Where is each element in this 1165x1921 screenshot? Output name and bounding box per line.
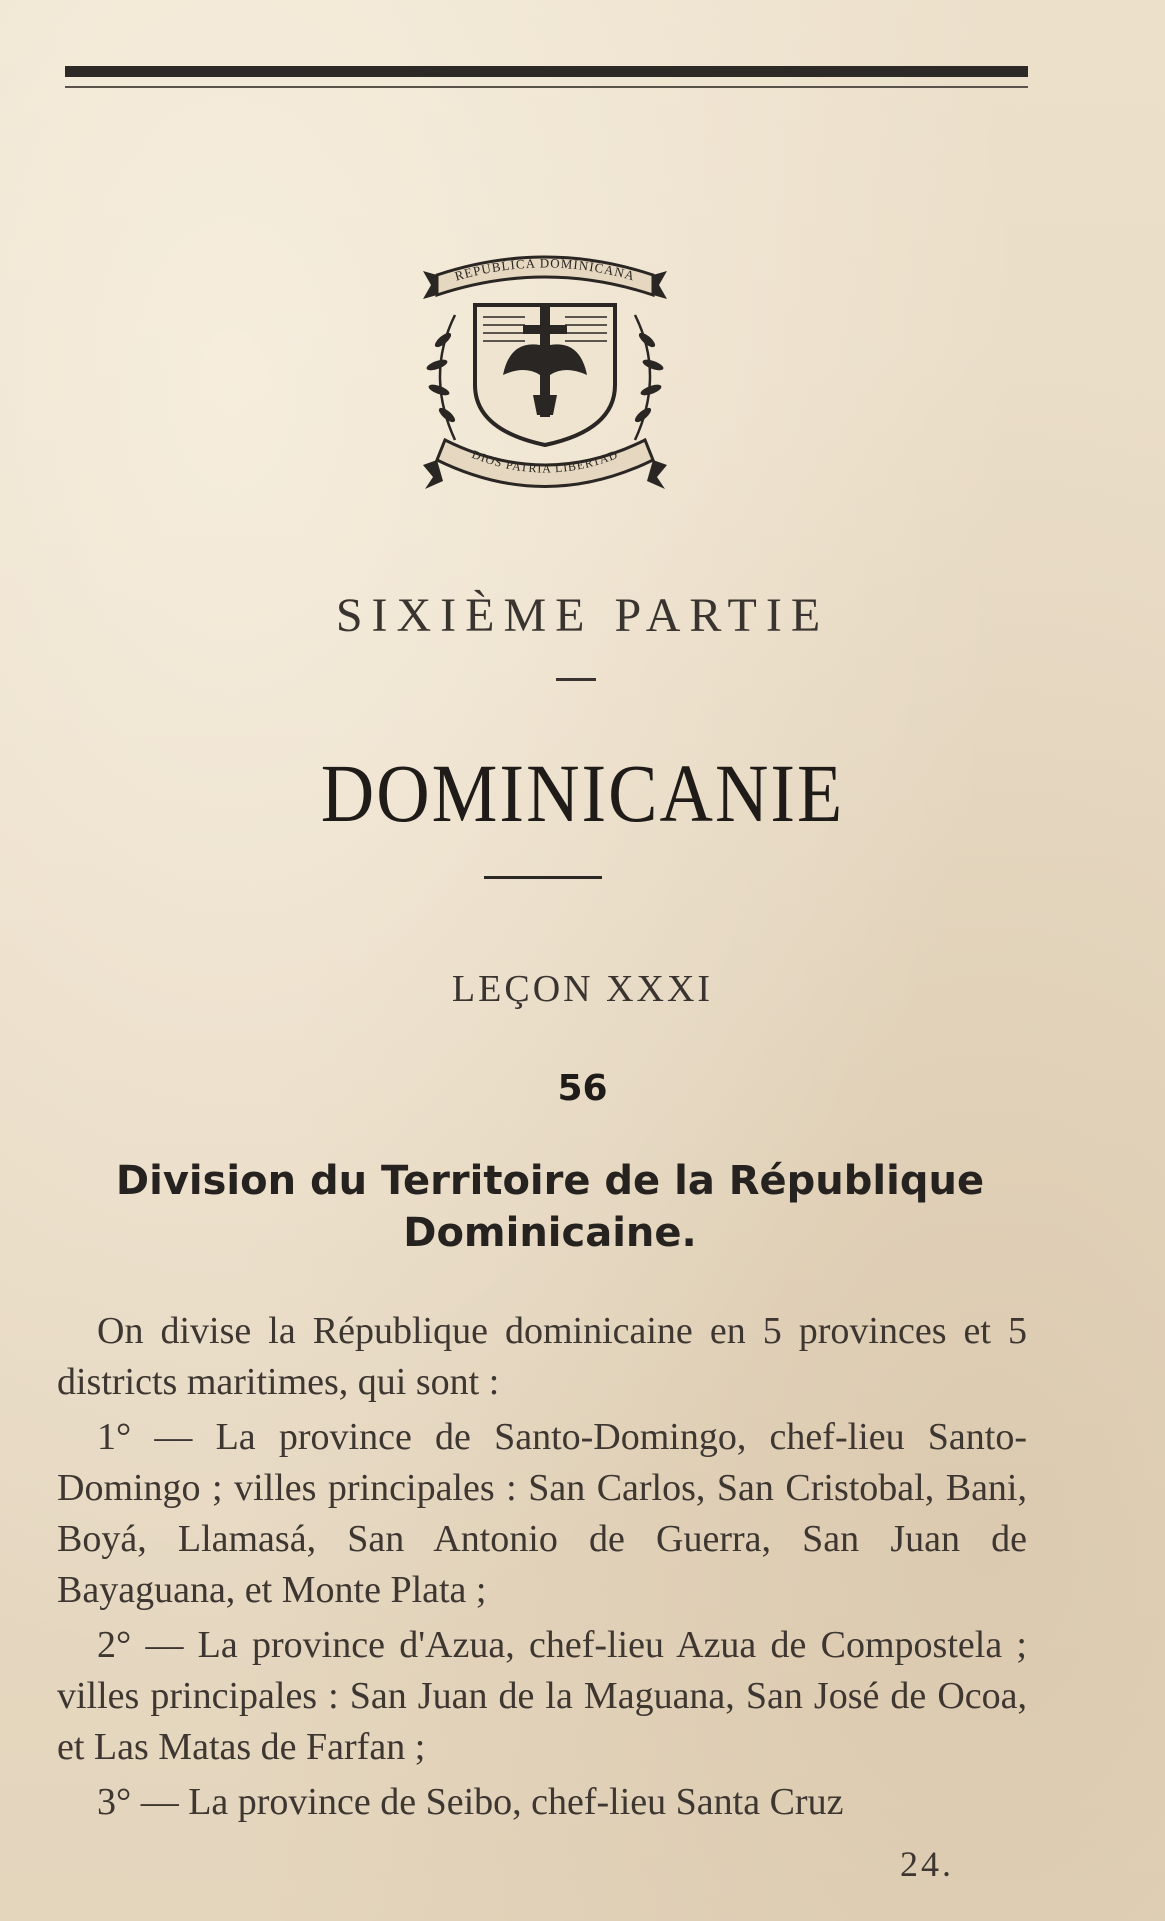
emblem-motto-bottom: DIOS PATRIA LIBERTAD xyxy=(469,447,621,476)
short-dash-divider xyxy=(556,678,596,681)
lesson-label: LEÇON XXXI xyxy=(451,968,714,1010)
paragraph-item-1: 1° — La province de Santo-Domingo, chef-lieu Santo-Domingo ; villes principales : San Carlos, San Cristobal, Bani, Boyá, Llamasá, San Antonio de Guerra, San Juan de Bayaguana, et Monte Plata ; xyxy=(57,1416,1027,1611)
paragraph-intro: On divise la République dominicaine en 5 provinces et 5 districts maritimes, qui sont : xyxy=(57,1310,1027,1403)
top-thin-rule xyxy=(65,86,1028,88)
section-number: 56 xyxy=(557,1068,608,1109)
section-heading: Division du Territoire de la République Dominicaine. xyxy=(115,1158,985,1256)
paragraph-item-2: 2° — La province d'Azua, chef-lieu Azua de Compostela ; villes principales : San Juan de la Maguana, San José de Ocoa, et Las Matas de Farfan ; xyxy=(57,1624,1027,1768)
page-number: 24. xyxy=(900,1844,954,1884)
title-divider xyxy=(484,876,602,879)
emblem-motto-top: REPUBLICA DOMINICANA xyxy=(453,255,637,284)
paragraph-item-3: 3° — La province de Seibo, chef-lieu Santa Cruz xyxy=(97,1781,844,1823)
coat-of-arms-emblem xyxy=(415,245,675,500)
body-text xyxy=(57,1306,1027,1832)
top-thick-rule xyxy=(65,66,1028,77)
page-title: DOMINICANIE xyxy=(320,748,845,840)
part-label: SIXIÈME PARTIE xyxy=(335,589,830,642)
